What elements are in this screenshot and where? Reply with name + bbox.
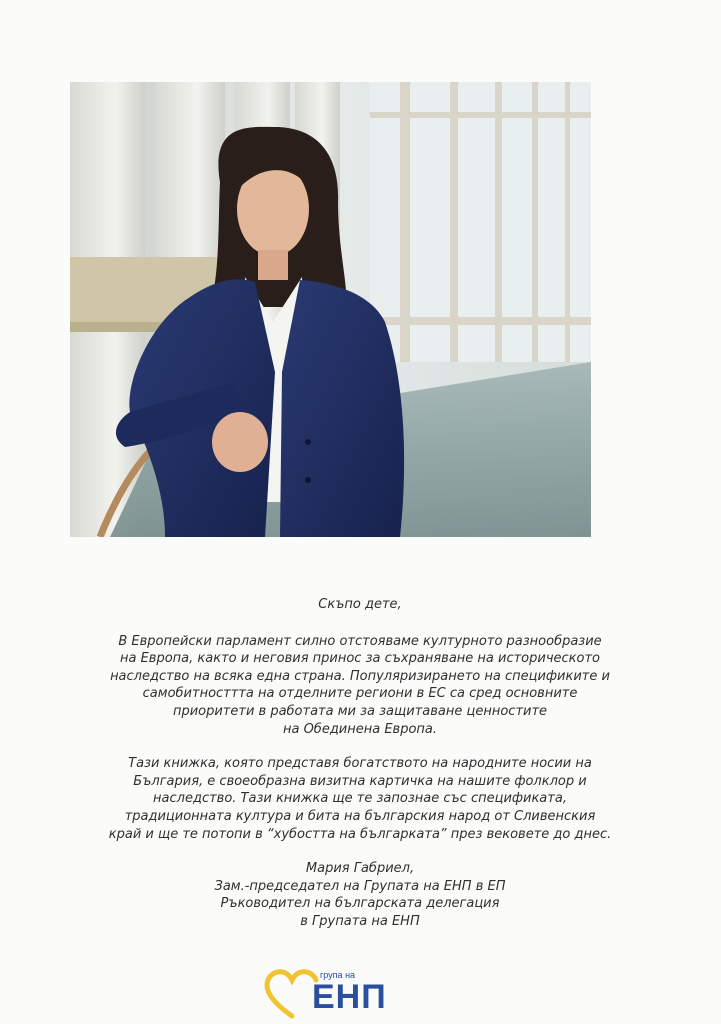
paragraph-2-line: край и ще те потопи в “хубостта на българката” през вековете до днес. bbox=[108, 826, 612, 842]
signature bbox=[60, 860, 660, 930]
paragraph-1-line: наследство на всяка една страна. Популяризирането на спецификите и bbox=[110, 668, 610, 684]
paragraph-1-line: В Европейски парламент силно отстояваме културното разнообразие bbox=[118, 633, 602, 649]
logo-small-text: група на bbox=[320, 970, 356, 980]
paragraph-2-line: наследство. Тази книжка ще те запознае със спецификата, bbox=[153, 791, 567, 807]
logo-big-text: ЕНП bbox=[312, 978, 387, 1016]
signature-title: в Групата на ЕНП bbox=[300, 913, 420, 929]
paragraph-2 bbox=[60, 755, 660, 843]
paragraph-2-line: традиционната култура и бита на българския народ от Сливенския bbox=[124, 808, 596, 824]
signature-title: Зам.-председател на Групата на ЕНП в ЕП bbox=[214, 878, 506, 894]
paragraph-1-line: приоритети в работата ми за защитаване ценностите bbox=[172, 703, 548, 719]
paragraph-1-line: на Обединена Европа. bbox=[282, 721, 438, 737]
epp-logo bbox=[262, 966, 412, 1024]
paragraph-2-line: България, е своеобразна визитна картичка на нашите фолклор и bbox=[133, 773, 587, 789]
signature-title: Ръководител на българската делегация bbox=[220, 896, 500, 912]
paragraph-1-line: самобитносттта на отделните региони в ЕС са сред основните bbox=[142, 686, 578, 702]
paragraph-1 bbox=[60, 633, 660, 739]
letter-text bbox=[60, 596, 660, 931]
portrait-photo bbox=[70, 82, 591, 537]
signature-name: Мария Габриел, bbox=[305, 861, 415, 877]
paragraph-1-line: на Европа, както и неговия принос за съхраняване на историческото bbox=[119, 651, 600, 667]
greeting: Скъпо дете, bbox=[318, 597, 402, 612]
paragraph-2-line: Тази книжка, която представя богатството на народните носии на bbox=[128, 756, 592, 772]
